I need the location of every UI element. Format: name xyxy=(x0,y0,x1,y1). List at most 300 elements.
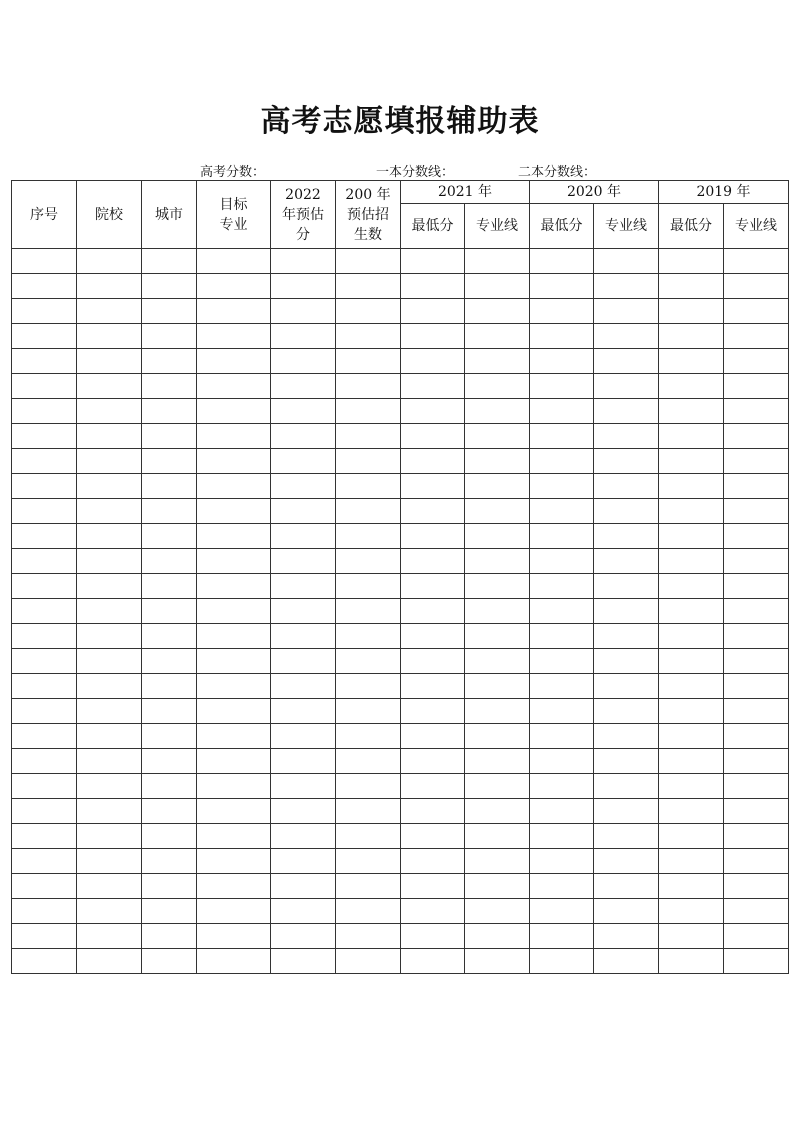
table-cell[interactable] xyxy=(197,799,271,824)
table-cell[interactable] xyxy=(336,849,401,874)
table-cell[interactable] xyxy=(142,274,197,299)
table-cell[interactable] xyxy=(659,674,724,699)
table-cell[interactable] xyxy=(530,924,594,949)
table-cell[interactable] xyxy=(465,349,530,374)
table-cell[interactable] xyxy=(401,599,465,624)
table-cell[interactable] xyxy=(336,524,401,549)
table-cell[interactable] xyxy=(659,374,724,399)
table-cell[interactable] xyxy=(271,749,336,774)
table-cell[interactable] xyxy=(465,424,530,449)
table-cell[interactable] xyxy=(77,774,142,799)
table-cell[interactable] xyxy=(659,899,724,924)
table-cell[interactable] xyxy=(336,499,401,524)
table-cell[interactable] xyxy=(659,324,724,349)
table-cell[interactable] xyxy=(401,449,465,474)
table-cell[interactable] xyxy=(724,799,789,824)
table-cell[interactable] xyxy=(197,949,271,974)
table-cell[interactable] xyxy=(724,374,789,399)
table-cell[interactable] xyxy=(271,599,336,624)
table-cell[interactable] xyxy=(401,524,465,549)
table-cell[interactable] xyxy=(12,874,77,899)
table-cell[interactable] xyxy=(465,624,530,649)
table-cell[interactable] xyxy=(336,424,401,449)
table-cell[interactable] xyxy=(401,274,465,299)
table-cell[interactable] xyxy=(271,499,336,524)
table-cell[interactable] xyxy=(271,274,336,299)
table-cell[interactable] xyxy=(659,874,724,899)
table-cell[interactable] xyxy=(594,324,659,349)
table-cell[interactable] xyxy=(594,549,659,574)
table-cell[interactable] xyxy=(530,324,594,349)
table-cell[interactable] xyxy=(530,749,594,774)
table-cell[interactable] xyxy=(142,699,197,724)
table-cell[interactable] xyxy=(724,624,789,649)
table-cell[interactable] xyxy=(724,424,789,449)
table-cell[interactable] xyxy=(659,599,724,624)
table-cell[interactable] xyxy=(401,399,465,424)
table-cell[interactable] xyxy=(12,699,77,724)
table-cell[interactable] xyxy=(77,399,142,424)
table-cell[interactable] xyxy=(465,599,530,624)
table-cell[interactable] xyxy=(401,499,465,524)
table-cell[interactable] xyxy=(594,924,659,949)
table-cell[interactable] xyxy=(142,724,197,749)
table-cell[interactable] xyxy=(724,699,789,724)
table-cell[interactable] xyxy=(271,474,336,499)
table-cell[interactable] xyxy=(659,399,724,424)
table-cell[interactable] xyxy=(401,299,465,324)
table-cell[interactable] xyxy=(465,474,530,499)
table-cell[interactable] xyxy=(197,699,271,724)
table-cell[interactable] xyxy=(724,449,789,474)
table-cell[interactable] xyxy=(12,949,77,974)
table-cell[interactable] xyxy=(197,599,271,624)
table-cell[interactable] xyxy=(530,549,594,574)
table-cell[interactable] xyxy=(530,649,594,674)
table-cell[interactable] xyxy=(12,324,77,349)
table-cell[interactable] xyxy=(401,699,465,724)
table-cell[interactable] xyxy=(142,924,197,949)
table-cell[interactable] xyxy=(336,574,401,599)
table-cell[interactable] xyxy=(336,549,401,574)
table-cell[interactable] xyxy=(594,374,659,399)
table-cell[interactable] xyxy=(465,649,530,674)
table-cell[interactable] xyxy=(12,574,77,599)
table-cell[interactable] xyxy=(465,799,530,824)
table-cell[interactable] xyxy=(594,674,659,699)
table-cell[interactable] xyxy=(530,424,594,449)
table-cell[interactable] xyxy=(271,299,336,324)
table-cell[interactable] xyxy=(336,449,401,474)
table-cell[interactable] xyxy=(594,474,659,499)
table-cell[interactable] xyxy=(142,649,197,674)
table-cell[interactable] xyxy=(142,774,197,799)
table-cell[interactable] xyxy=(77,599,142,624)
table-cell[interactable] xyxy=(465,774,530,799)
table-cell[interactable] xyxy=(724,549,789,574)
table-cell[interactable] xyxy=(142,749,197,774)
table-cell[interactable] xyxy=(594,749,659,774)
table-cell[interactable] xyxy=(77,874,142,899)
table-cell[interactable] xyxy=(724,849,789,874)
table-cell[interactable] xyxy=(142,799,197,824)
table-cell[interactable] xyxy=(197,299,271,324)
table-cell[interactable] xyxy=(530,574,594,599)
table-cell[interactable] xyxy=(659,349,724,374)
table-cell[interactable] xyxy=(724,899,789,924)
table-cell[interactable] xyxy=(465,524,530,549)
table-cell[interactable] xyxy=(594,524,659,549)
table-cell[interactable] xyxy=(401,824,465,849)
table-cell[interactable] xyxy=(142,249,197,274)
table-cell[interactable] xyxy=(401,374,465,399)
table-cell[interactable] xyxy=(142,474,197,499)
table-cell[interactable] xyxy=(659,424,724,449)
table-cell[interactable] xyxy=(142,424,197,449)
table-cell[interactable] xyxy=(465,299,530,324)
table-cell[interactable] xyxy=(336,774,401,799)
table-cell[interactable] xyxy=(401,649,465,674)
table-cell[interactable] xyxy=(197,849,271,874)
table-cell[interactable] xyxy=(197,674,271,699)
table-cell[interactable] xyxy=(659,649,724,674)
table-cell[interactable] xyxy=(12,824,77,849)
table-cell[interactable] xyxy=(12,674,77,699)
table-cell[interactable] xyxy=(336,799,401,824)
table-cell[interactable] xyxy=(594,299,659,324)
table-cell[interactable] xyxy=(77,249,142,274)
table-cell[interactable] xyxy=(77,374,142,399)
table-cell[interactable] xyxy=(465,449,530,474)
table-cell[interactable] xyxy=(142,499,197,524)
table-cell[interactable] xyxy=(336,949,401,974)
table-cell[interactable] xyxy=(197,274,271,299)
table-cell[interactable] xyxy=(142,549,197,574)
table-cell[interactable] xyxy=(465,499,530,524)
table-cell[interactable] xyxy=(659,724,724,749)
table-cell[interactable] xyxy=(336,249,401,274)
table-cell[interactable] xyxy=(77,624,142,649)
table-cell[interactable] xyxy=(12,299,77,324)
table-cell[interactable] xyxy=(271,949,336,974)
table-cell[interactable] xyxy=(77,799,142,824)
table-cell[interactable] xyxy=(659,574,724,599)
table-cell[interactable] xyxy=(659,549,724,574)
table-cell[interactable] xyxy=(12,849,77,874)
table-cell[interactable] xyxy=(197,749,271,774)
table-cell[interactable] xyxy=(724,724,789,749)
table-cell[interactable] xyxy=(659,524,724,549)
table-cell[interactable] xyxy=(659,474,724,499)
table-cell[interactable] xyxy=(724,499,789,524)
table-cell[interactable] xyxy=(594,274,659,299)
table-cell[interactable] xyxy=(724,399,789,424)
table-cell[interactable] xyxy=(530,774,594,799)
table-cell[interactable] xyxy=(271,849,336,874)
table-cell[interactable] xyxy=(271,374,336,399)
table-cell[interactable] xyxy=(530,374,594,399)
table-cell[interactable] xyxy=(142,949,197,974)
table-cell[interactable] xyxy=(594,799,659,824)
table-cell[interactable] xyxy=(77,649,142,674)
table-cell[interactable] xyxy=(271,549,336,574)
table-cell[interactable] xyxy=(142,374,197,399)
table-cell[interactable] xyxy=(197,424,271,449)
table-cell[interactable] xyxy=(142,299,197,324)
table-cell[interactable] xyxy=(197,924,271,949)
table-cell[interactable] xyxy=(401,749,465,774)
table-cell[interactable] xyxy=(530,824,594,849)
table-cell[interactable] xyxy=(142,324,197,349)
table-cell[interactable] xyxy=(12,424,77,449)
table-cell[interactable] xyxy=(77,499,142,524)
table-cell[interactable] xyxy=(530,399,594,424)
table-cell[interactable] xyxy=(197,774,271,799)
table-cell[interactable] xyxy=(594,249,659,274)
table-cell[interactable] xyxy=(12,249,77,274)
table-cell[interactable] xyxy=(12,499,77,524)
table-cell[interactable] xyxy=(465,949,530,974)
table-cell[interactable] xyxy=(401,774,465,799)
table-cell[interactable] xyxy=(465,274,530,299)
table-cell[interactable] xyxy=(530,349,594,374)
table-cell[interactable] xyxy=(336,874,401,899)
table-cell[interactable] xyxy=(336,299,401,324)
table-cell[interactable] xyxy=(197,499,271,524)
table-cell[interactable] xyxy=(724,774,789,799)
table-cell[interactable] xyxy=(336,899,401,924)
table-cell[interactable] xyxy=(142,899,197,924)
table-cell[interactable] xyxy=(594,874,659,899)
table-cell[interactable] xyxy=(724,649,789,674)
table-cell[interactable] xyxy=(12,349,77,374)
table-cell[interactable] xyxy=(530,899,594,924)
table-cell[interactable] xyxy=(659,824,724,849)
table-cell[interactable] xyxy=(197,549,271,574)
table-cell[interactable] xyxy=(271,249,336,274)
table-cell[interactable] xyxy=(659,774,724,799)
table-cell[interactable] xyxy=(530,799,594,824)
table-cell[interactable] xyxy=(530,724,594,749)
table-cell[interactable] xyxy=(12,549,77,574)
table-cell[interactable] xyxy=(77,424,142,449)
table-cell[interactable] xyxy=(465,899,530,924)
table-cell[interactable] xyxy=(465,724,530,749)
table-cell[interactable] xyxy=(271,399,336,424)
table-cell[interactable] xyxy=(77,924,142,949)
table-cell[interactable] xyxy=(77,349,142,374)
table-cell[interactable] xyxy=(336,924,401,949)
table-cell[interactable] xyxy=(530,624,594,649)
table-cell[interactable] xyxy=(77,674,142,699)
table-cell[interactable] xyxy=(197,324,271,349)
table-cell[interactable] xyxy=(724,299,789,324)
table-cell[interactable] xyxy=(401,424,465,449)
table-cell[interactable] xyxy=(271,424,336,449)
table-cell[interactable] xyxy=(12,899,77,924)
table-cell[interactable] xyxy=(142,849,197,874)
table-cell[interactable] xyxy=(465,699,530,724)
table-cell[interactable] xyxy=(659,924,724,949)
table-cell[interactable] xyxy=(530,949,594,974)
table-cell[interactable] xyxy=(465,549,530,574)
table-cell[interactable] xyxy=(77,949,142,974)
table-cell[interactable] xyxy=(271,524,336,549)
table-cell[interactable] xyxy=(530,299,594,324)
table-cell[interactable] xyxy=(724,349,789,374)
table-cell[interactable] xyxy=(142,574,197,599)
table-cell[interactable] xyxy=(336,374,401,399)
table-cell[interactable] xyxy=(465,574,530,599)
table-cell[interactable] xyxy=(465,924,530,949)
table-cell[interactable] xyxy=(197,474,271,499)
table-cell[interactable] xyxy=(197,574,271,599)
table-cell[interactable] xyxy=(530,599,594,624)
table-cell[interactable] xyxy=(271,874,336,899)
table-cell[interactable] xyxy=(271,324,336,349)
table-cell[interactable] xyxy=(401,949,465,974)
table-cell[interactable] xyxy=(12,474,77,499)
table-cell[interactable] xyxy=(336,399,401,424)
table-cell[interactable] xyxy=(594,424,659,449)
table-cell[interactable] xyxy=(197,449,271,474)
table-cell[interactable] xyxy=(12,399,77,424)
table-cell[interactable] xyxy=(12,599,77,624)
table-cell[interactable] xyxy=(659,449,724,474)
table-cell[interactable] xyxy=(594,699,659,724)
table-cell[interactable] xyxy=(724,949,789,974)
table-cell[interactable] xyxy=(594,449,659,474)
table-cell[interactable] xyxy=(197,374,271,399)
table-cell[interactable] xyxy=(465,399,530,424)
table-cell[interactable] xyxy=(336,624,401,649)
table-cell[interactable] xyxy=(336,649,401,674)
table-cell[interactable] xyxy=(724,674,789,699)
table-cell[interactable] xyxy=(530,449,594,474)
table-cell[interactable] xyxy=(77,549,142,574)
table-cell[interactable] xyxy=(336,324,401,349)
table-cell[interactable] xyxy=(142,349,197,374)
table-cell[interactable] xyxy=(401,349,465,374)
table-cell[interactable] xyxy=(401,724,465,749)
table-cell[interactable] xyxy=(271,624,336,649)
table-cell[interactable] xyxy=(724,324,789,349)
table-cell[interactable] xyxy=(465,824,530,849)
table-cell[interactable] xyxy=(271,924,336,949)
table-cell[interactable] xyxy=(465,249,530,274)
table-cell[interactable] xyxy=(465,324,530,349)
table-cell[interactable] xyxy=(142,524,197,549)
table-cell[interactable] xyxy=(271,349,336,374)
table-cell[interactable] xyxy=(659,249,724,274)
table-cell[interactable] xyxy=(594,849,659,874)
table-cell[interactable] xyxy=(197,724,271,749)
table-cell[interactable] xyxy=(724,749,789,774)
table-cell[interactable] xyxy=(142,599,197,624)
table-cell[interactable] xyxy=(724,924,789,949)
table-cell[interactable] xyxy=(197,399,271,424)
table-cell[interactable] xyxy=(271,774,336,799)
table-cell[interactable] xyxy=(197,349,271,374)
table-cell[interactable] xyxy=(530,474,594,499)
table-cell[interactable] xyxy=(594,824,659,849)
table-cell[interactable] xyxy=(336,599,401,624)
table-cell[interactable] xyxy=(271,574,336,599)
table-cell[interactable] xyxy=(77,849,142,874)
table-cell[interactable] xyxy=(197,624,271,649)
table-cell[interactable] xyxy=(401,849,465,874)
table-cell[interactable] xyxy=(465,749,530,774)
table-cell[interactable] xyxy=(197,249,271,274)
table-cell[interactable] xyxy=(530,524,594,549)
table-cell[interactable] xyxy=(12,774,77,799)
table-cell[interactable] xyxy=(659,699,724,724)
table-cell[interactable] xyxy=(401,899,465,924)
table-cell[interactable] xyxy=(401,549,465,574)
table-cell[interactable] xyxy=(594,574,659,599)
table-cell[interactable] xyxy=(401,249,465,274)
table-cell[interactable] xyxy=(594,774,659,799)
table-cell[interactable] xyxy=(401,799,465,824)
table-cell[interactable] xyxy=(659,624,724,649)
table-cell[interactable] xyxy=(724,824,789,849)
table-cell[interactable] xyxy=(659,749,724,774)
table-cell[interactable] xyxy=(271,899,336,924)
table-cell[interactable] xyxy=(271,724,336,749)
table-cell[interactable] xyxy=(77,274,142,299)
table-cell[interactable] xyxy=(271,649,336,674)
table-cell[interactable] xyxy=(401,924,465,949)
table-cell[interactable] xyxy=(659,299,724,324)
table-cell[interactable] xyxy=(336,724,401,749)
table-cell[interactable] xyxy=(77,299,142,324)
table-cell[interactable] xyxy=(401,674,465,699)
table-cell[interactable] xyxy=(401,574,465,599)
table-cell[interactable] xyxy=(197,899,271,924)
table-cell[interactable] xyxy=(197,874,271,899)
table-cell[interactable] xyxy=(271,674,336,699)
table-cell[interactable] xyxy=(12,724,77,749)
table-cell[interactable] xyxy=(724,874,789,899)
table-cell[interactable] xyxy=(77,449,142,474)
table-cell[interactable] xyxy=(594,724,659,749)
table-cell[interactable] xyxy=(724,599,789,624)
table-cell[interactable] xyxy=(142,874,197,899)
table-cell[interactable] xyxy=(724,274,789,299)
table-cell[interactable] xyxy=(12,524,77,549)
table-cell[interactable] xyxy=(659,849,724,874)
table-cell[interactable] xyxy=(530,699,594,724)
table-cell[interactable] xyxy=(530,874,594,899)
table-cell[interactable] xyxy=(594,624,659,649)
table-cell[interactable] xyxy=(724,249,789,274)
table-cell[interactable] xyxy=(530,249,594,274)
table-cell[interactable] xyxy=(12,624,77,649)
table-cell[interactable] xyxy=(197,649,271,674)
table-cell[interactable] xyxy=(594,399,659,424)
table-cell[interactable] xyxy=(336,474,401,499)
table-cell[interactable] xyxy=(77,699,142,724)
table-cell[interactable] xyxy=(142,399,197,424)
table-cell[interactable] xyxy=(77,899,142,924)
table-cell[interactable] xyxy=(336,674,401,699)
table-cell[interactable] xyxy=(401,624,465,649)
table-cell[interactable] xyxy=(594,499,659,524)
table-cell[interactable] xyxy=(659,499,724,524)
table-cell[interactable] xyxy=(77,824,142,849)
table-cell[interactable] xyxy=(530,499,594,524)
table-cell[interactable] xyxy=(12,649,77,674)
